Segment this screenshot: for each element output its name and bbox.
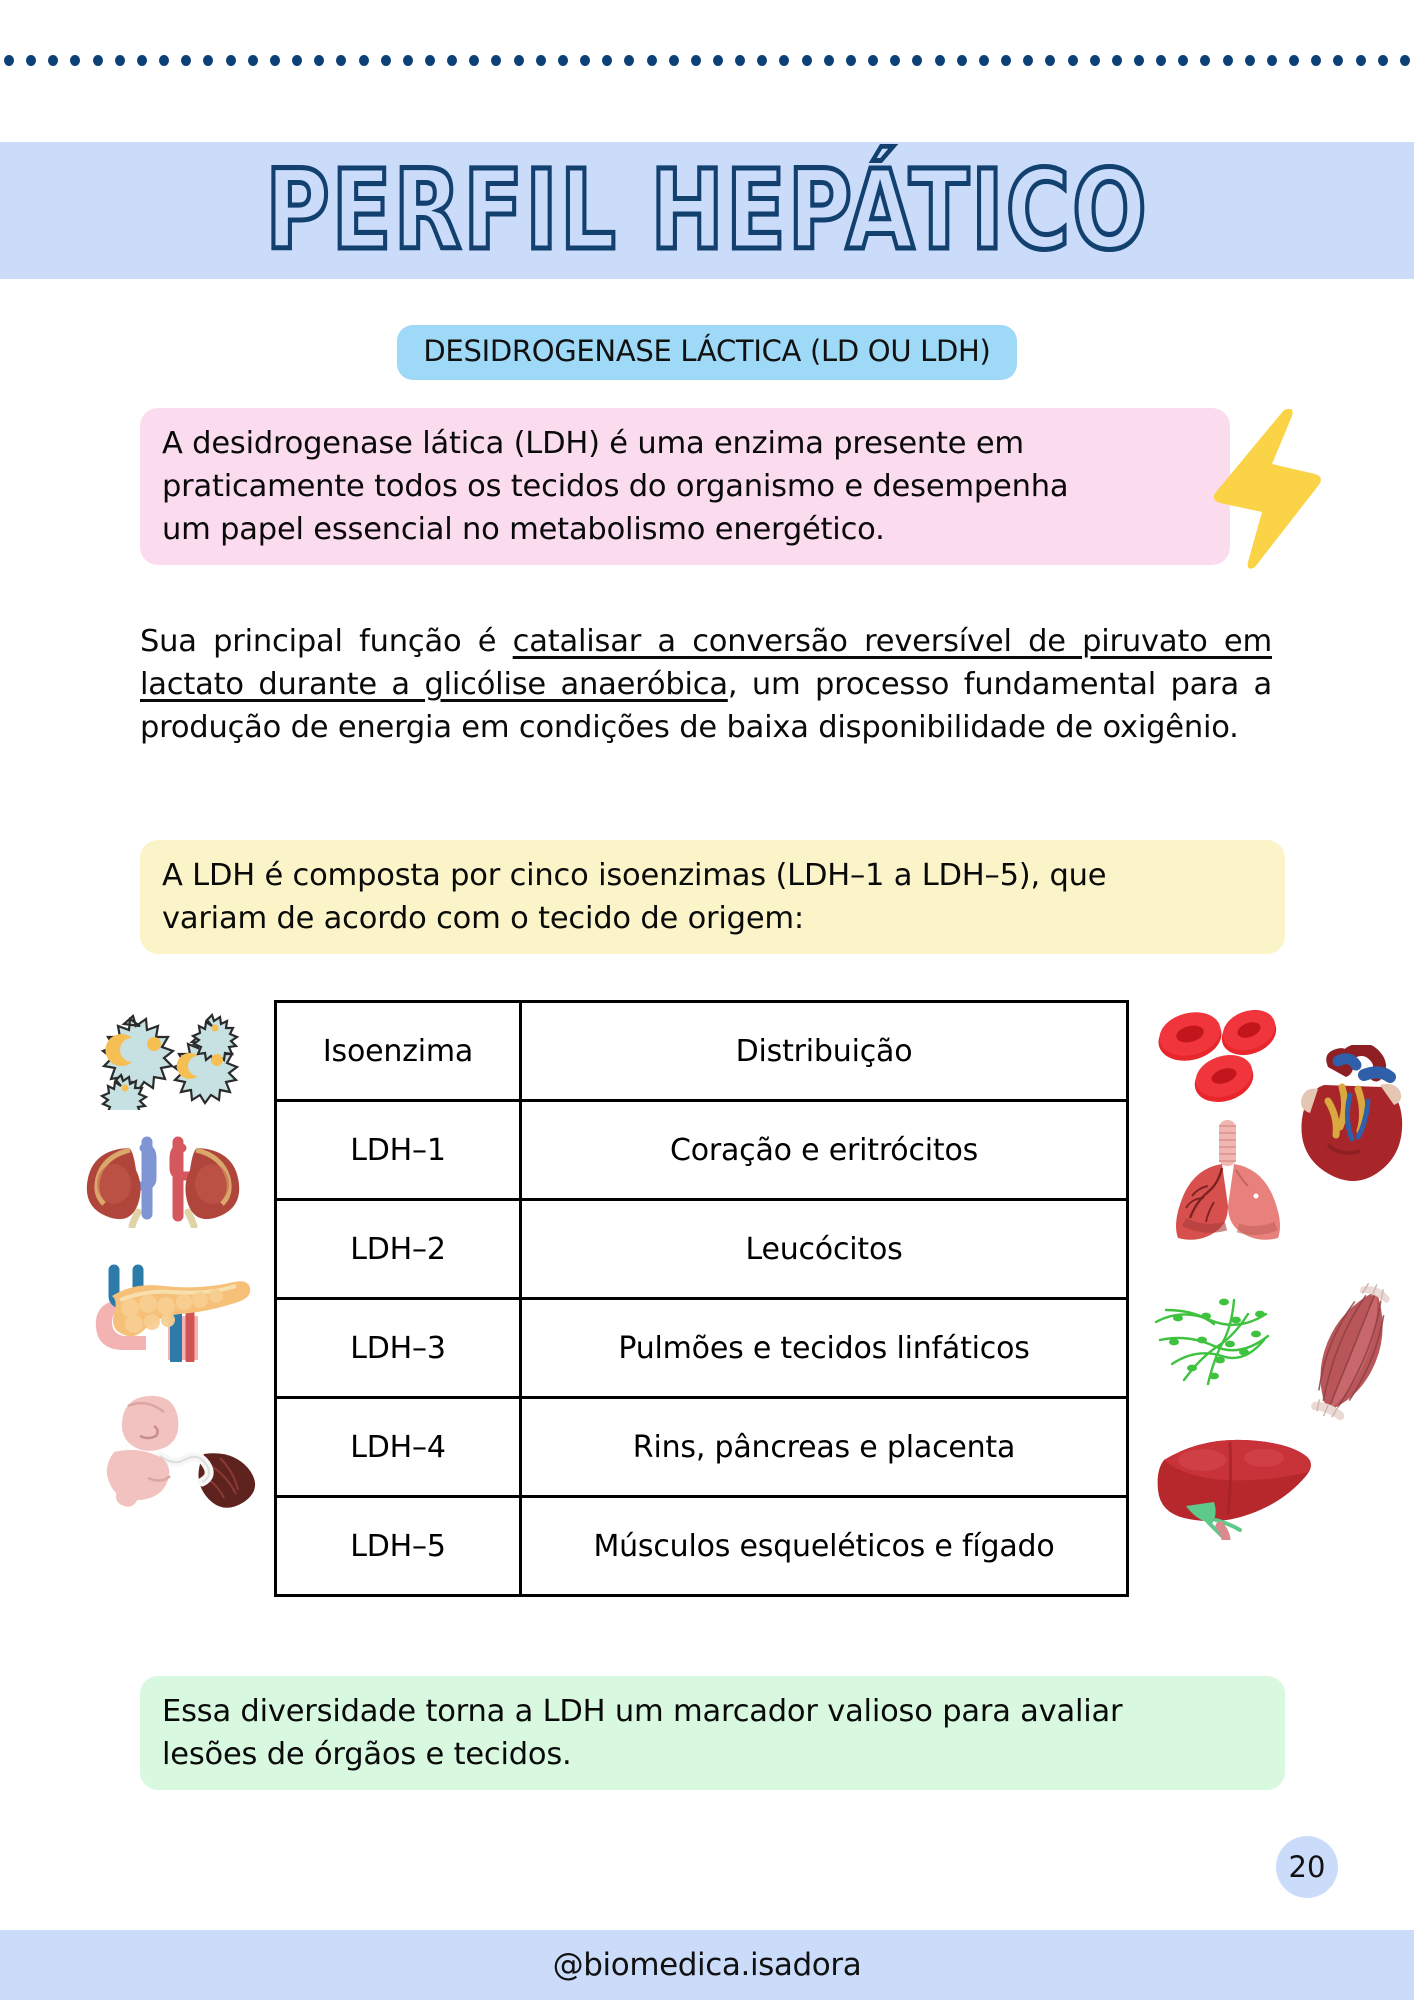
divider-dot (181, 55, 191, 66)
divider-dot (491, 55, 501, 66)
divider-dot (802, 55, 812, 66)
isoenzymes-table-wrap (274, 1000, 1126, 1597)
heart-icon (1288, 1045, 1414, 1183)
cell-isoenzima: LDH–4 (276, 1398, 521, 1497)
divider-dot (26, 55, 36, 66)
table-row (276, 1200, 1128, 1299)
divider-dot (1134, 55, 1144, 66)
isoenzymes-intro-line-1: A LDH é composta por cinco isoenzimas (LDH–1 a LDH–5), que (162, 858, 1107, 893)
divider-dot (48, 55, 58, 66)
function-paragraph (140, 620, 1272, 749)
cell-isoenzima: LDH–2 (276, 1200, 521, 1299)
divider-dot (93, 55, 103, 66)
divider-dot (647, 55, 657, 66)
function-prefix: Sua principal função é (140, 624, 513, 659)
subtitle-row (0, 325, 1414, 380)
author-handle: @biomedica.isadora (552, 1947, 862, 1983)
cell-isoenzima: LDH–1 (276, 1101, 521, 1200)
divider-dot (757, 55, 767, 66)
isoenzymes-intro-line-2: variam de acordo com o tecido de origem: (162, 901, 804, 936)
divider-dot (1245, 55, 1255, 66)
divider-dot (1156, 55, 1166, 66)
intro-line-2: praticamente todos os tecidos do organismo e desempenha (162, 469, 1069, 504)
divider-dot (1333, 55, 1343, 66)
divider-dot (1311, 55, 1321, 66)
skeletal-muscle-icon (1296, 1280, 1408, 1422)
function-suffix: , um processo fundamental para a produção de energia em condições de baixa disponibilidade de oxigênio. (140, 667, 1272, 745)
cell-distribuicao: Rins, pâncreas e placenta (521, 1398, 1128, 1497)
divider-dot (912, 55, 922, 66)
divider-dot (1068, 55, 1078, 66)
pancreas-icon (72, 1252, 258, 1362)
table-header-distribuicao: Distribuição (521, 1002, 1128, 1101)
function-underlined: catalisar a conversão reversível de piruvato em lactato durante a glicólise anaeróbica (140, 624, 1272, 702)
lightning-bolt-icon (1196, 404, 1336, 572)
table-row (276, 1497, 1128, 1596)
divider-dot (1400, 55, 1410, 66)
lymphatic-vessels-icon (1148, 1280, 1300, 1390)
page-header-band (0, 142, 1414, 279)
divider-dot (735, 55, 745, 66)
intro-line-1: A desidrogenase lática (LDH) é uma enzima presente em (162, 426, 1024, 461)
page-number-badge: 20 (1276, 1836, 1338, 1898)
divider-dot (713, 55, 723, 66)
divider-dot (1023, 55, 1033, 66)
divider-dot (779, 55, 789, 66)
cell-distribuicao: Músculos esqueléticos e fígado (521, 1497, 1128, 1596)
cell-distribuicao: Coração e eritrócitos (521, 1101, 1128, 1200)
divider-dot (514, 55, 524, 66)
divider-dot (1378, 55, 1388, 66)
lungs-icon (1162, 1118, 1294, 1242)
divider-dot (1045, 55, 1055, 66)
divider-dot (558, 55, 568, 66)
table-row (276, 1101, 1128, 1200)
page-title: PERFIL HEPÁTICO (265, 146, 1149, 275)
isoenzymes-table (274, 1000, 1129, 1597)
divider-dot (1001, 55, 1011, 66)
divider-dot (381, 55, 391, 66)
divider-dot (4, 55, 14, 66)
divider-dot (868, 55, 878, 66)
divider-dot (624, 55, 634, 66)
page-footer-band (0, 1930, 1414, 2000)
divider-dot (669, 55, 679, 66)
divider-dot (935, 55, 945, 66)
table-header-row (276, 1002, 1128, 1101)
section-subtitle-badge: DESIDROGENASE LÁCTICA (LD OU LDH) (397, 325, 1016, 380)
divider-dot (602, 55, 612, 66)
divider-dot (226, 55, 236, 66)
leukocytes-icon (80, 1000, 270, 1110)
divider-dot (1090, 55, 1100, 66)
divider-dot (1289, 55, 1299, 66)
liver-icon (1146, 1430, 1316, 1540)
divider-dot (846, 55, 856, 66)
top-dotted-divider (0, 54, 1414, 66)
cell-isoenzima: LDH–5 (276, 1497, 521, 1596)
cell-distribuicao: Leucócitos (521, 1200, 1128, 1299)
intro-line-3: um papel essencial no metabolismo energético. (162, 512, 885, 547)
divider-dot (580, 55, 590, 66)
divider-dot (890, 55, 900, 66)
divider-dot (359, 55, 369, 66)
fetus-placenta-icon (88, 1392, 260, 1508)
divider-dot (1267, 55, 1277, 66)
divider-dot (159, 55, 169, 66)
divider-dot (957, 55, 967, 66)
table-header-isoenzima: Isoenzima (276, 1002, 521, 1101)
kidneys-icon (72, 1128, 254, 1228)
divider-dot (1223, 55, 1233, 66)
divider-dot (824, 55, 834, 66)
divider-dot (248, 55, 258, 66)
divider-dot (403, 55, 413, 66)
divider-dot (469, 55, 479, 66)
conclusion-line-1: Essa diversidade torna a LDH um marcador valioso para avaliar (162, 1694, 1123, 1729)
divider-dot (447, 55, 457, 66)
table-row (276, 1398, 1128, 1497)
divider-dot (203, 55, 213, 66)
divider-dot (1112, 55, 1122, 66)
divider-dot (137, 55, 147, 66)
divider-dot (979, 55, 989, 66)
conclusion-line-2: lesões de órgãos e tecidos. (162, 1737, 572, 1772)
erythrocytes-icon (1150, 1000, 1290, 1112)
divider-dot (425, 55, 435, 66)
conclusion-paragraph (140, 1676, 1285, 1790)
isoenzymes-intro-paragraph (140, 840, 1285, 954)
cell-distribuicao: Pulmões e tecidos linfáticos (521, 1299, 1128, 1398)
divider-dot (336, 55, 346, 66)
divider-dot (1200, 55, 1210, 66)
divider-dot (292, 55, 302, 66)
divider-dot (1356, 55, 1366, 66)
intro-paragraph (140, 408, 1230, 565)
table-row (276, 1299, 1128, 1398)
divider-dot (1178, 55, 1188, 66)
divider-dot (536, 55, 546, 66)
cell-isoenzima: LDH–3 (276, 1299, 521, 1398)
divider-dot (115, 55, 125, 66)
divider-dot (270, 55, 280, 66)
divider-dot (691, 55, 701, 66)
divider-dot (314, 55, 324, 66)
divider-dot (70, 55, 80, 66)
